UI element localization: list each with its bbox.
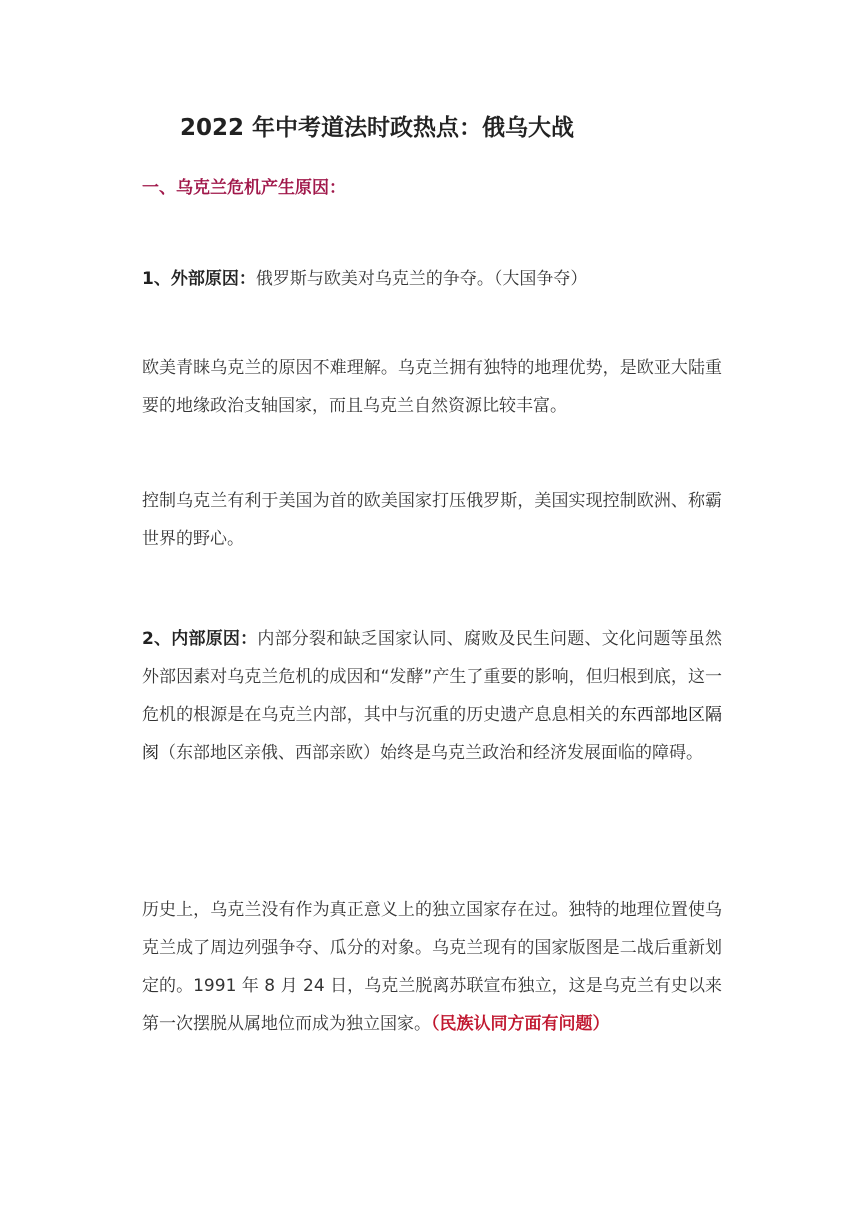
internal-cause-text-before: 内部分裂和缺乏国家认同、腐败及民生问题、文化问题等虽然外部因素对乌克兰危机的成因和“发酵”产生了重要的影响，但归根到底，这一危机的根源是在乌克兰内部，其中与沉重的历史遗产息息相关的 xyxy=(142,629,722,725)
history-note: （民族认同方面有问题） xyxy=(431,1014,610,1034)
paragraph-external-cause xyxy=(142,260,722,298)
history-text: 历史上，乌克兰没有作为真正意义上的独立国家存在过。独特的地理位置使乌克兰成了周边列强争夺、瓜分的对象。乌克兰现有的国家版图是二战后重新划定的。1991 年 8 月 24 日，乌克兰脱离苏联宣布独立，这是乌克兰有史以来第一次摆脱从属地位而成为独立国家。 xyxy=(142,900,722,1034)
paragraph-internal-cause xyxy=(142,620,722,772)
paragraph-us-control: 控制乌克兰有利于美国为首的欧美国家打压俄罗斯，美国实现控制欧洲、称霸世界的野心。 xyxy=(142,491,722,549)
internal-cause-label: 2、内部原因： xyxy=(142,629,258,649)
paragraph-west-interest: 欧美青睐乌克兰的原因不难理解。乌克兰拥有独特的地理优势，是欧亚大陆重要的地缘政治支轴国家，而且乌克兰自然资源比较丰富。 xyxy=(142,358,722,416)
external-cause-label: 1、外部原因： xyxy=(142,269,256,289)
internal-cause-text-after: （东部地区亲俄、西部亲欧）始终是乌克兰政治和经济发展面临的障碍。 xyxy=(159,743,703,763)
paragraph-history xyxy=(142,891,722,1043)
document-title: 2022 年中考道法时政热点：俄乌大战 xyxy=(180,115,575,141)
section-heading-causes: 一、乌克兰危机产生原因： xyxy=(142,178,346,198)
external-cause-text: 俄罗斯与欧美对乌克兰的争夺。（大国争夺） xyxy=(255,269,588,289)
internal-cause-highlight: 东西部地区隔阂 xyxy=(142,705,723,763)
